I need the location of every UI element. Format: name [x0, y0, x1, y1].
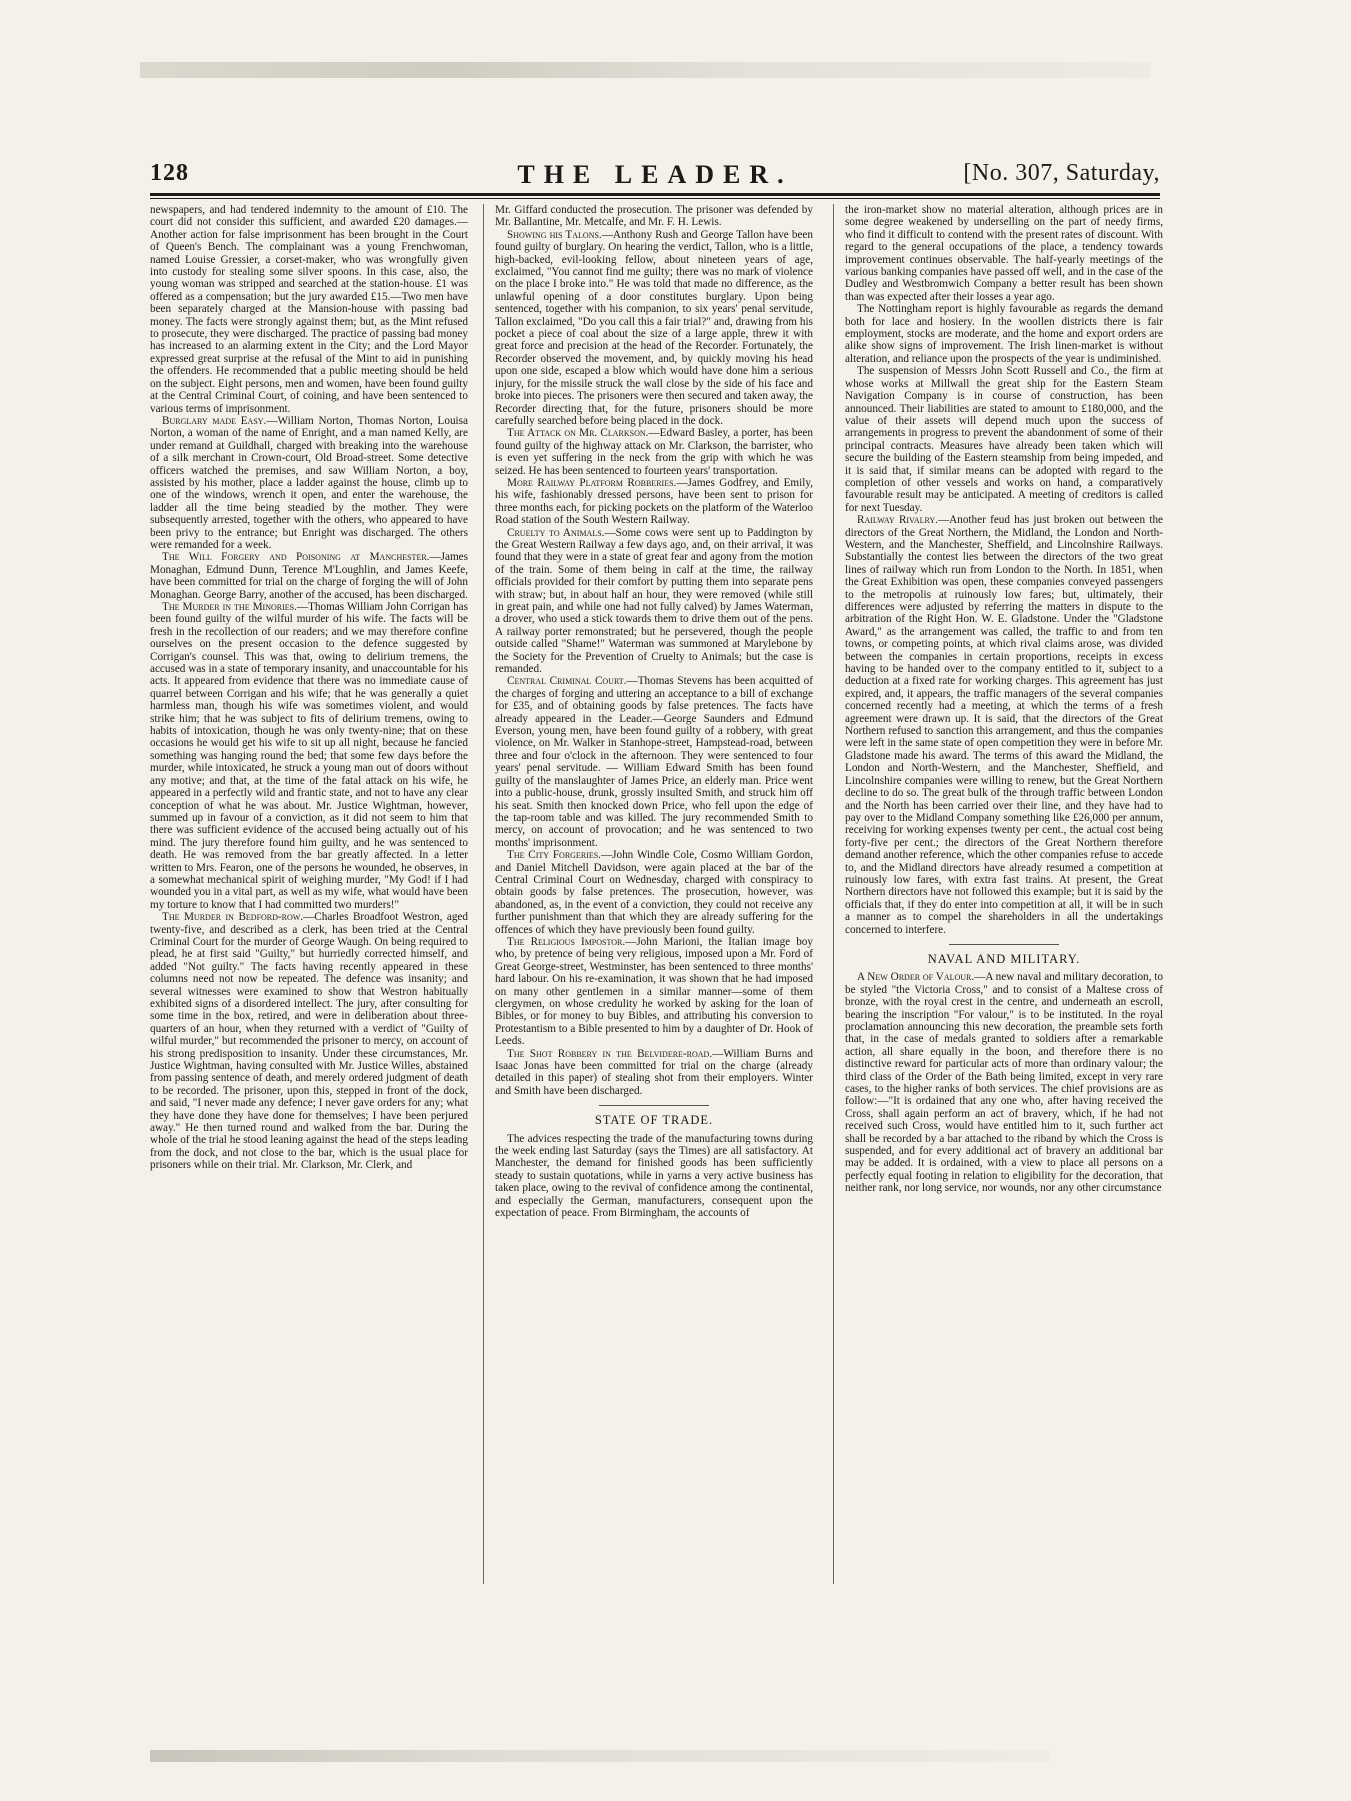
article-text: —Edward Basley, a porter, has been found guilty of the highway attack on Mr. Clarkson, the barrister, who is even yet suffering in the neck from the grip with which he was seized. He has been sentenced to fourteen years' transportation. [495, 427, 813, 477]
article-text: The Nottingham report is highly favourable as regards the demand both for lace and hosiery. In the woollen districts there is fair employment, stocks are moderate, and the home and export orders are alike show signs of improvement. The Irish linen-market is without alteration, and reliance upon the prospects of the year is undiminished. [845, 303, 1163, 365]
article-text: the iron-market show no material alteration, although prices are in some degree weakened by underselling on the part of needy firms, who find it difficult to contend with the present rates of discount. With regard to the general occupations of the place, a tendency towards improvement continues observable. The half-yearly meetings of the various banking companies have passed off well, and in the case of the Dudley and Westbromwich Company a better result has been shown than was expected after their losses a year ago. [845, 204, 1163, 303]
masthead-rule-thin [150, 198, 1160, 199]
article-text: —James Monaghan, Edmund Dunn, Terence M'Loughlin, and James Keefe, have been committed for trial on the charge of forging the will of John Monaghan. George Barry, another of the accused, has been discharged. [150, 551, 468, 601]
article-heading: The Murder in Bedford-row. [162, 911, 304, 924]
article-text: The suspension of Messrs John Scott Russell and Co., the firm at whose works at Millwall the great ship for the Eastern Steam Navigation Company is in course of construction, has been announced. Their liabilities are stated to amount to £180,000, and the value of their assets will depend much upon the success of arrangements in progress to prevent the abandonment of some of their principal contracts. Measures have already been taken which will secure the building of the Eastern steamship from being impeded, and it is said that, if similar means can be adopted with regard to the completion of other vessels and works on hand, a comparatively favourable result may be anticipated. A meeting of creditors is called for next Tuesday. [845, 365, 1163, 514]
newspaper-title: THE LEADER. [517, 160, 793, 189]
article-heading: Showing his Talons. [507, 228, 602, 241]
page-number: 128 [150, 160, 189, 186]
article-heading: The City Forgeries. [507, 849, 601, 862]
article-heading: The Religious Impostor. [507, 935, 626, 948]
article-heading: The Murder in the Minories. [162, 601, 297, 613]
masthead-rule-thick [150, 193, 1160, 196]
column-3-articles [845, 204, 1163, 936]
article-text: —William Norton, Thomas Norton, Louisa Norton, a woman of the name of Enright, and a man named Kelly, are under remand at Guildhall, charged with breaking into the warehouse of a silk merchant in Crown-court, Old Broad-street. Some detective officers watched the premises, and saw William Norton, a boy, assisted by his mother, place a ladder against the house, climb up to one of the windows, wrench it open, and enter the warehouse, the ladder all the time being steadied by the mother. They were subsequently arrested, together with the others, who appeared to have been privy to the entrance; but Enright was discharged. The others were remanded for a week. [150, 414, 468, 551]
article-paragraph [150, 911, 468, 1172]
article-paragraph [495, 204, 813, 229]
column-2 [495, 204, 813, 1704]
article-text: —Anthony Rush and George Tallon have been found guilty of burglary. On hearing the verdict, Tallon, who is a little, high-backed, evil-looking fellow, about nineteen years of age, exclaimed, "You cannot find me guilty; there was no mark of violence on the place I broke into." He was told that made no difference, as the unlawful opening of a door constitutes burglary. Upon being sentenced, together with his companion, to six years' penal servitude, Tallon exclaimed, "Do you call this a fair trial?" and, drawing from his pocket a piece of coal about the size of a large apple, threw it with great force and precision at the head of the Recorder. Fortunately, the Recorder observed the movement, and, by quickly moving his head upon one side, escaped a blow which would have done him a serious injury, for the missile struck the wall close by the side of his face and broke into pieces. The prisoners were then secured and taken away, the Recorder directing that, for the future, prisoners should be more carefully searched before being placed in the dock. [495, 228, 813, 427]
article-text: —John Windle Cole, Cosmo William Gordon, and Daniel Mitchell Davidson, were again placed at the bar of the Central Criminal Court on Wednesday, charged with conspiracy to obtain goods by false pretences. The prosecution, however, was abandoned, as, in the event of a conviction, they could not receive any further punishment than that which they are already suffering for the offences of which they have previously been found guilty. [495, 849, 813, 936]
column-1 [150, 204, 468, 1704]
state-of-trade-text: The advices respecting the trade of the manufacturing towns during the week ending last Saturday (says the Times) are all satisfactory. At Manchester, the demand for finished goods has been sufficiently steady to sustain quotations, while in yarns a very active business has taken place, owing to the revival of confidence among the continental, and especially the German, manufacturers, consequent upon the expectation of peace. From Birmingham, the accounts of [495, 1132, 813, 1220]
article-paragraph [495, 849, 813, 936]
article-heading: Cruelty to Animals. [507, 526, 605, 539]
article-heading: Central Criminal Court. [507, 675, 627, 688]
article-paragraph [495, 1048, 813, 1098]
article-text: Mr. Giffard conducted the prosecution. The prisoner was defended by Mr. Ballantine, Mr. Metcalfe, and Mr. F. H. Lewis. [495, 204, 813, 229]
issue-label: [No. 307, Saturday, [963, 160, 1160, 186]
naval-article-head: A New Order of Valour. [857, 971, 975, 984]
masthead [150, 160, 1160, 190]
naval-article [845, 971, 1163, 1194]
article-heading: The Attack on Mr. Clarkson. [507, 427, 649, 440]
article-text: —Another feud has just broken out between the directors of the Great Northern, the Midland, the London and North-Western, and the Manchester, Sheffield, and Lincolnshire Railways. Substantially the contest lies between the directors of the two great lines of railway which run from London to the North. In 1851, when the Great Exhibition was open, these companies conveyed passengers to the metropolis at ruinously low fares; but, ultimately, their differences were adjusted by referring the matters in dispute to the arbitration of the Right Hon. W. E. Gladstone. Under the "Gladstone Award," as the arrangement was called, the traffic to and from ten towns, or competing points, at which rival claims arose, was divided between the companies in certain proportions, receipts in excess having to be handed over to the company entitled to it, subject to a deduction at a fixed rate for working charges. This agreement has just expired, and, it appears, the traffic managers of the several companies concerned recently had a meeting, at which the terms of a fresh agreement were drawn up. It is said, that the directors of the Great Northern refused to sanction this arrangement, and thus the companies were left in the same state of open competition they were in before Mr. Gladstone made his award. The terms of this award the Midland, the London and North-Western, and the Manchester, Sheffield, and Lincolnshire companies were willing to renew, but the Great Northern decline to do so. The great bulk of the through traffic between London and the North has been carried over their line, and they have had to pay over to the Midland Company something like £26,000 per annum, receiving for working expenses twenty per cent., the actual cost being forty-five per cent.; the directors of the Great Northern therefore demand another reference, which the other companies refuse to accede to, and the Midland directors have already resumed a competition at ruinously low fares, with extra fast trains. At present, the Great Northern directors have not followed this example; but it is said by the officials that, if they do enter into competition at all, it will be in such a manner as to compel the shareholders in all the undertakings concerned to interfere. [845, 514, 1163, 936]
article-paragraph [495, 527, 813, 676]
article-paragraph [150, 415, 468, 551]
article-paragraph [495, 229, 813, 428]
article-heading: Burglary made Easy. [162, 414, 267, 427]
article-paragraph [495, 427, 813, 477]
article-heading: The Will Forgery and Poisoning at Manchester. [162, 551, 430, 564]
article-text: —John Marioni, the Italian image boy who, by pretence of being very religious, imposed upon a Mr. Ford of Great George-street, Westminster, has been sentenced to three months' hard labour. On his re-examination, it was shown that he had imposed on many other gentlemen in a similar manner—some of them clergymen, on whose credulity he worked by asking for the loan of Bibles, or for money to buy Bibles, and attributing his conversion to Protestantism to a Bible presented to him by a daughter of Dr. Hook of Leeds. [495, 935, 813, 1048]
article-heading: The Shot Robbery in the Belvidere-road. [507, 1047, 713, 1060]
section-heading-state-of-trade: STATE OF TRADE. [594, 1113, 714, 1128]
section-divider [949, 944, 1059, 945]
article-text: —James Godfrey, and Emily, his wife, fashionably dressed persons, have been sent to prison for three months each, for picking pockets on the platform of the Waterloo Road station of the South Western Railway. [495, 476, 813, 527]
scan-edge-bottom [150, 1750, 1050, 1762]
naval-article-text: —A new naval and military decoration, to be styled "the Victoria Cross," and to consist of a Maltese cross of bronze, with the royal crest in the centre, and underneath an escroll, bearing the inscription "For valour," is to be instituted. In the royal proclamation announcing this new decoration, the preamble sets forth that, in the case of medals granted to soldiers after a remarkable action, all share equally in the boon, and therefore there is no distinctive reward for particular acts of more than ordinary valour; the third class of the Order of the Bath being limited, except in very rare cases, to the higher ranks of both services. The chief provisions are as follow:—"It is ordained that any one who, after having received the Cross, shall again perform an act of bravery, which, if he had not received such Cross, would have entitled him to it, such further act shall be recorded by a bar attached to the riband by which the Cross is suspended, and for every additional act of bravery an additional bar may be added. It is ordained, with a view to place all persons on a perfectly equal footing in relation to eligibility for the decoration, that neither rank, nor long service, nor wounds, nor any other circumstance [845, 971, 1163, 1195]
article-paragraph [845, 204, 1163, 303]
article-text: —Thomas Stevens has been acquitted of the charges of forging and uttering an acceptance to a bill of exchange for £35, and of obtaining goods by false pretences. The facts have already appeared in the Leader.—George Saunders and Edmund Everson, young men, have been found guilty of a robbery, with great violence, on Mr. Walker in Stanhope-street, Hampstead-road, between three and four o'clock in the afternoon. They were sentenced to four years' penal servitude. — William Edward Smith has been found guilty of the manslaughter of James Price, an elderly man. Price went into a public-house, drunk, grossly insulted Smith, and struck him off his seat. Smith then knocked down Price, who fell upon the edge of the tap-room table and was killed. The jury recommended Smith to mercy, on account of provocation; and he was sentenced to two months' imprisonment. [495, 675, 813, 849]
article-paragraph [150, 551, 468, 601]
article-text: —Thomas William John Corrigan has been found guilty of the wilful murder of his wife. The facts will be fresh in the recollection of our readers; and we may therefore confine ourselves on the present occasion to the defence suggested by Corrigan's counsel. This was that, owing to delirium tremens, the accused was in a state of temporary insanity, and unaccountable for his acts. It appeared from evidence that there was no immediate cause of quarrel between Corrigan and his wife; that he was generally a quiet harmless man, though his wife was sometimes violent, and would strike him; that he was subject to fits of delirium tremens, owing to habits of intoxication, though he was only twenty-nine; that on these occasions he would get his wife to sit up all night, because he fancied something was hanging round the bed; that some few days before the murder, while intoxicated, he struck a young man out of doors without any motive; and that, at the time of the fatal attack on his wife, he appeared in a perfectly wild and frantic state, and not to have any clear conception of what he was about. Mr. Justice Wightman, however, summed up in favour of a conviction, as it did not seem to him that there was sufficient evidence of the accused being actually out of his mind. The jury therefore found him guilty, and he was sentenced to death. He was removed from the bar greatly affected. In a letter written to Mrs. Fearon, one of the persons he wounded, he observes, in a somewhat mechanical spirit of weighing murder, "My God! if I had wounded you in a vital part, as well as my wife, what would have been my torture to know that I had committed two murders!" [150, 601, 468, 911]
section-heading-naval-military: NAVAL AND MILITARY. [927, 951, 1081, 966]
section-divider [599, 1105, 709, 1106]
article-text: —William Burns and Isaac Jonas have been committed for trial on the charge (already detailed in this paper) of stealing shot from their employers. Winter and Smith have been discharged. [495, 1047, 813, 1097]
article-heading: More Railway Platform Robberies. [507, 476, 677, 489]
column-divider [833, 204, 834, 1584]
article-text: —Charles Broadfoot Westron, aged twenty-five, and described as a clerk, has been tried at the Central Criminal Court for the murder of George Waugh. On being required to plead, he at first said "Guilty," but hurriedly corrected himself, and added "Not guilty." The facts having recently appeared in these columns need not now be repeated. The defence was insanity; and several witnesses were examined to show that Westron habitually exhibited signs of a disordered intellect. The jury, after consulting for some time in the box, retired, and were in deliberation about three-quarters of an hour, when they returned with a verdict of "Guilty of wilful murder," but recommended the prisoner to mercy, on account of his strong predisposition to insanity. Under these circumstances, Mr. Justice Wightman, having consulted with Mr. Justice Willes, abstained from passing sentence of death, and merely ordered judgment of death to be recorded. The prisoner, upon this, stepped in front of the dock, and said, "I never made any defence; I never gave orders for any; what they have done they have done for themselves; I have been perjured away." He then turned round and walked from the bar. During the whole of the trial he stood leaning against the head of the steps leading from the dock, and not close to the bar, which is the usual place for prisoners while on their trial. Mr. Clarkson, Mr. Clerk, and [150, 911, 468, 1172]
article-paragraph [495, 675, 813, 849]
article-text: —Some cows were sent up to Paddington by the Great Western Railway a few days ago, and, on their arrival, it was found that they were in a state of great fear and agony from the motion of the train. Some of them being in calf at the time, the railway officials provided for their comfort by putting them into separate pens with straw; but, in about half an hour, they were removed (while still in great pain, and while one had not fully calved) by James Waterman, a drover, who used a stick towards them to drive them out of the pens. A railway porter remonstrated; but he persevered, though the people outside called "Shame!" Waterman was summoned at Marylebone by the Society for the Prevention of Cruelty to Animals; but the case is remanded. [495, 526, 813, 676]
article-paragraph [150, 601, 468, 911]
scan-edge-top [140, 62, 1150, 78]
article-paragraph [150, 204, 468, 415]
article-text: newspapers, and had tendered indemnity to the amount of £10. The court did not consider this sufficient, and awarded £20 damages.—Another action for false imprisonment has been brought in the Court of Queen's Bench. The complainant was a young Frenchwoman, named Louise Gressier, a corset-maker, who was wrongfully given into custody for stealing some silver spoons. In this case, also, the young woman was stripped and searched at the station-house. £1 was offered as a compensation; but the jury awarded £15.—Two men have been separately charged at the Mansion-house with passing bad money. The facts were strongly against them; but, as the Mint refused to prosecute, they were discharged. The practice of passing bad money has increased to an alarming extent in the City; and the Lord Mayor expressed great surprise at the refusal of the Mint to aid in punishing the offenders. He recommended that a public meeting should be held on the subject. Eight persons, men and women, have been found guilty at the Central Criminal Court, of coining, and have been sentenced to various terms of imprisonment. [150, 204, 468, 415]
article-heading: Railway Rivalry. [857, 514, 938, 527]
article-paragraph [495, 936, 813, 1048]
article-paragraph [845, 514, 1163, 936]
column-3 [845, 204, 1163, 1704]
article-paragraph [845, 303, 1163, 365]
article-paragraph [495, 477, 813, 527]
article-paragraph [845, 365, 1163, 514]
column-divider [483, 204, 484, 1584]
column-2-articles [495, 204, 813, 1097]
